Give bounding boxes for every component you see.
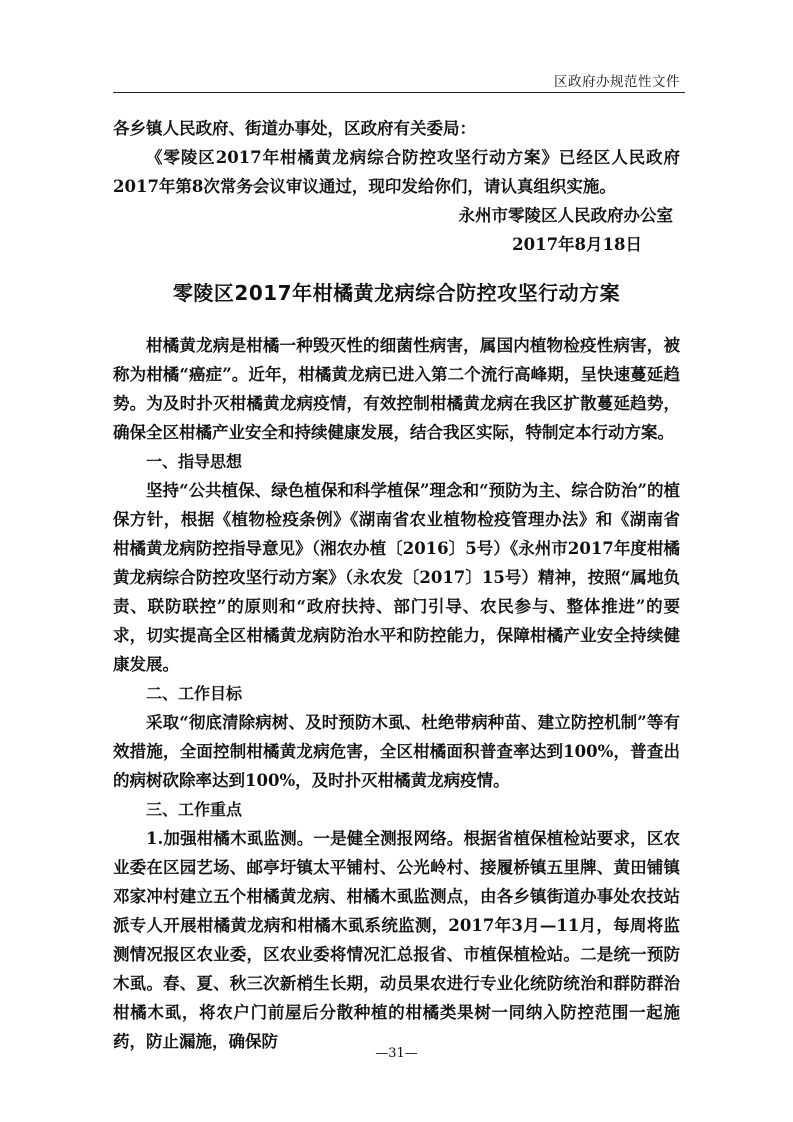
section-paragraph: 1.加强柑橘木虱监测。一是健全测报网络。根据省植保植检站要求，区农业委在区园艺场、邮亭圩镇太平铺村、公光岭村、接履桥镇五里牌、黄田铺镇邓家冲村建立五个柑橘黄龙病、柑橘木虱监测点，由各乡镇街道办事处农技站派专人开展柑橘黄龙病和柑橘木虱系统监测，2017年3月—11月，每周将监测情况报区农业委，区农业委将情况汇总报省、市植保植检站。二是统一预防木虱。春、夏、秋三次新梢生长期，动员果农进行专业化统防统治和群防群治柑橘木虱，将农户门前屋后分散种植的柑橘类果树一同纳入防控范围一起施药，防止漏施，确保防	[113, 829, 680, 1051]
section-paragraph: 采取“彻底清除病树、及时预防木虱、杜绝带病种苗、建立防控机制”等有效措施，全面控制柑橘黄龙病危害，全区柑橘面积普查率达到100%，普查出的病树砍除率达到100%，及时扑灭柑橘黄龙病疫情。	[113, 713, 680, 790]
document-body	[113, 114, 680, 1056]
section-heading-work-goals: 二、工作目标	[146, 684, 243, 703]
section-heading-work-priorities: 三、工作重点	[146, 800, 243, 819]
notice-issuer: 永州市零陵区人民政府办公室	[458, 206, 673, 225]
page-number: —31—	[375, 1046, 418, 1061]
plan-title: 零陵区2017年柑橘黄龙病综合防控攻坚行动方案	[172, 281, 621, 305]
notice-salutation: 各乡镇人民政府、街道办事处，区政府有关委局：	[113, 119, 476, 138]
section-heading-guiding-ideology: 一、指导思想	[146, 452, 243, 471]
plan-intro: 柑橘黄龙病是柑橘一种毁灭性的细菌性病害，属国内植物检疫性病害，被称为柑橘“癌症”。近年，柑橘黄龙病已进入第二个流行高峰期，呈快速蔓延趋势。为及时扑灭柑橘黄龙病疫情，有效控制柑橘黄龙病在我区扩散蔓延趋势，确保全区柑橘产业安全和持续健康发展，结合我区实际，特制定本行动方案。	[113, 336, 680, 442]
notice-date: 2017年8月18日	[512, 235, 642, 254]
running-header: 区政府办规范性文件	[554, 74, 680, 90]
header-divider	[113, 92, 685, 93]
notice-body: 《零陵区2017年柑橘黄龙病综合防控攻坚行动方案》已经区人民政府2017年第8次常务会议审议通过，现印发给你们，请认真组织实施。	[113, 148, 680, 196]
section-paragraph: 坚持“公共植保、绿色植保和科学植保”理念和“预防为主、综合防治”的植保方针，根据《植物检疫条例》《湖南省农业植物检疫管理办法》和《湖南省柑橘黄龙病防控指导意见》（湘农办植〔2016〕5号）《永州市2017年度柑橘黄龙病综合防控攻坚行动方案》（永农发〔2017〕15号）精神，按照“属地负责、联防联控”的原则和“政府扶持、部门引导、农民参与、整体推进”的要求，切实提高全区柑橘黄龙病防治水平和防控能力，保障柑橘产业安全持续健康发展。	[113, 481, 680, 674]
